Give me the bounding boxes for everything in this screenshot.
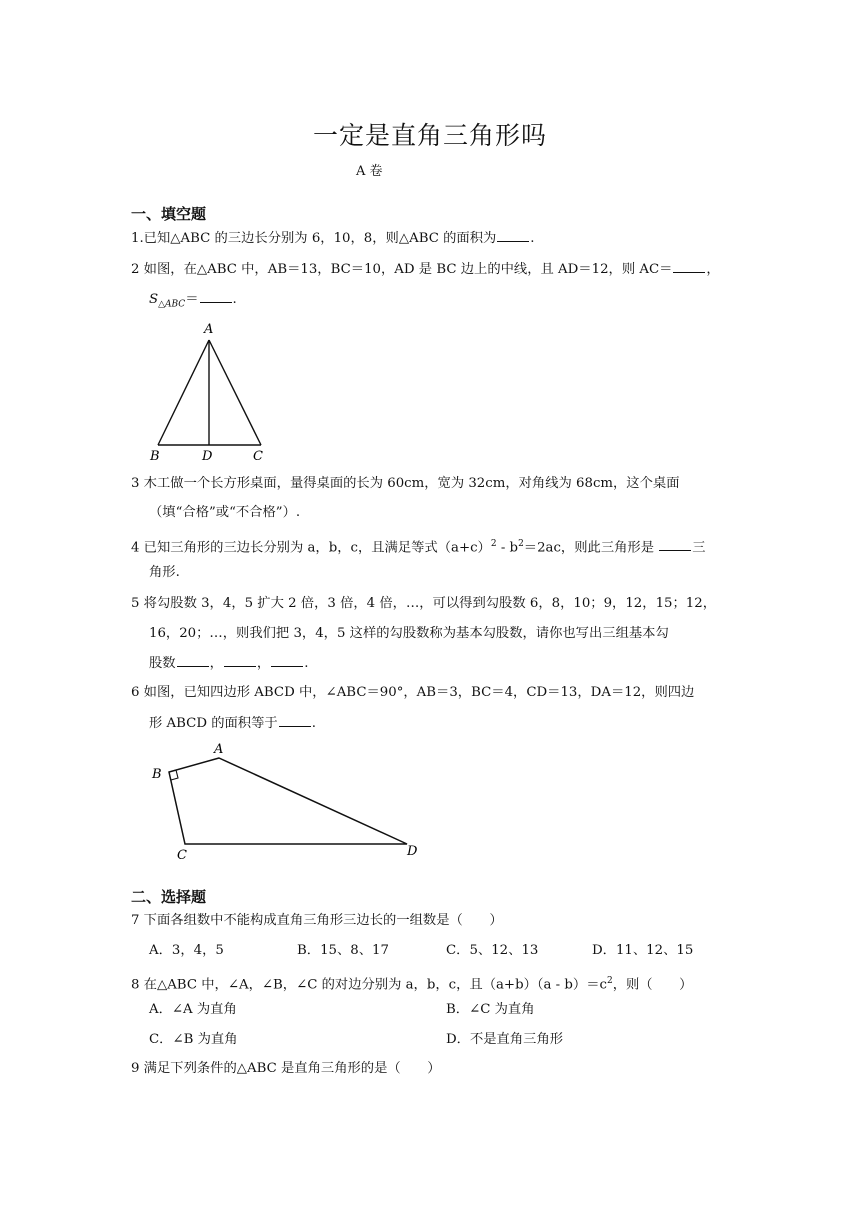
side-ac bbox=[209, 340, 261, 445]
quadrilateral-figure bbox=[145, 738, 435, 864]
option-c: C．∠B 为直角 bbox=[149, 1032, 238, 1047]
answer-blank bbox=[271, 653, 303, 667]
comma: ， bbox=[706, 262, 720, 277]
quadrilateral-abcd bbox=[169, 758, 407, 844]
triangle-figure bbox=[140, 318, 280, 464]
question-7-text: 7 下面各组数中不能构成直角三角形三边长的一组数是（ ） bbox=[131, 913, 503, 928]
question-6-text-1: 6 如图，已知四边形 ABCD 中，∠ABC＝90°，AB＝3，BC＝4，CD＝13，DA＝12，则四边 bbox=[131, 685, 695, 700]
question-4-cont bbox=[149, 563, 180, 583]
vertex-label-d: D bbox=[202, 449, 213, 464]
question-5-cont bbox=[149, 624, 669, 644]
vertex-label-a: A bbox=[214, 742, 224, 757]
question-2 bbox=[131, 259, 720, 280]
question-4 bbox=[131, 534, 706, 558]
question-5 bbox=[131, 594, 716, 614]
question-3-text: 3 木工做一个长方形桌面，量得桌面的长为 60cm，宽为 32cm，对角线为 68cm，这个桌面 bbox=[131, 476, 680, 491]
period: . bbox=[232, 292, 237, 307]
period: . bbox=[304, 656, 309, 671]
answer-blank bbox=[659, 537, 691, 551]
section-fill-heading: 一、填空题 bbox=[131, 205, 207, 223]
answer-blank bbox=[279, 713, 311, 727]
exponent: 2 bbox=[518, 539, 524, 549]
vertex-label-c: C bbox=[253, 449, 263, 464]
question-9-text: 9 满足下列条件的△ABC 是直角三角形的是（ ） bbox=[131, 1061, 441, 1076]
answer-blank bbox=[673, 259, 705, 273]
question-4-text-2: - b bbox=[496, 540, 519, 556]
option-d: D．不是直角三角形 bbox=[446, 1032, 564, 1047]
option-a: A．∠A 为直角 bbox=[149, 1002, 237, 1017]
answer-blank bbox=[200, 289, 232, 303]
side-ab bbox=[158, 340, 209, 445]
question-6 bbox=[131, 683, 694, 703]
vertex-label-d: D bbox=[407, 844, 418, 859]
exponent: 2 bbox=[490, 539, 497, 549]
question-8-text-2: ，则（ ） bbox=[612, 977, 693, 993]
area-subscript: △ABC bbox=[158, 299, 186, 310]
vertex-label-c: C bbox=[177, 848, 187, 863]
equals: ＝ bbox=[185, 292, 199, 307]
question-5-text-1: 5 将勾股数 3，4，5 扩大 2 倍，3 倍，4 倍，…，可以得到勾股数 6，8，10；9，12，15；12， bbox=[131, 596, 716, 611]
option-d: D．11、12、15 bbox=[592, 943, 694, 958]
question-6-text-2: 形 ABCD 的面积等于 bbox=[149, 716, 278, 731]
area-symbol: S bbox=[149, 292, 159, 307]
answer-blank bbox=[497, 228, 529, 242]
question-4-text-5: 角形. bbox=[149, 565, 180, 580]
question-6-cont bbox=[149, 713, 316, 734]
question-3-text-2: （填“合格”或“不合格”）. bbox=[149, 505, 301, 520]
question-9 bbox=[131, 1059, 441, 1079]
question-8 bbox=[131, 971, 692, 995]
vertex-label-b: B bbox=[152, 767, 162, 782]
section-choice-heading: 二、选择题 bbox=[131, 888, 207, 906]
page-title: 一定是直角三角形吗 bbox=[312, 121, 547, 150]
question-5-text-2: 16，20；…，则我们把 3，4，5 这样的勾股数称为基本勾股数，请你也写出三组基本勾 bbox=[149, 626, 669, 641]
option-b: B．15、8、17 bbox=[297, 943, 389, 958]
question-1-text: 1.已知△ABC 的三边长分别为 6，10，8，则△ABC 的面积为 bbox=[131, 231, 497, 246]
vertex-label-b: B bbox=[150, 449, 160, 464]
period: . bbox=[530, 231, 535, 246]
exponent: 2 bbox=[606, 976, 613, 986]
option-a: A．3，4，5 bbox=[149, 943, 224, 958]
question-2-text: 2 如图，在△ABC 中，AB＝13，BC＝10，AD 是 BC 边上的中线，且 AD＝12，则 AC＝ bbox=[131, 262, 673, 277]
option-b: B．∠C 为直角 bbox=[446, 1002, 535, 1017]
question-5-text-3: 股数 bbox=[149, 656, 176, 671]
comma: ， bbox=[256, 656, 271, 671]
question-4-text-3: ＝2ac，则此三角形是 bbox=[523, 540, 659, 556]
question-3 bbox=[131, 474, 680, 494]
question-3-cont bbox=[149, 503, 300, 523]
question-2-area bbox=[149, 289, 237, 315]
question-5-cont-2 bbox=[149, 653, 308, 674]
paper-subtitle: A 卷 bbox=[356, 164, 383, 179]
period: . bbox=[311, 716, 316, 731]
question-8-text-1: 8 在△ABC 中，∠A，∠B，∠C 的对边分别为 a，b，c，且（a+b）（a - b）＝c bbox=[131, 977, 607, 993]
question-4-text-4: 三 bbox=[692, 540, 706, 556]
option-c: C．5、12、13 bbox=[446, 943, 539, 958]
vertex-label-a: A bbox=[204, 322, 214, 337]
question-1 bbox=[131, 228, 535, 249]
question-7 bbox=[131, 911, 503, 931]
answer-blank bbox=[177, 653, 209, 667]
question-4-text-1: 4 已知三角形的三边长分别为 a，b，c，且满足等式（a+c） bbox=[131, 540, 491, 556]
answer-blank bbox=[224, 653, 256, 667]
comma: ， bbox=[209, 656, 223, 671]
